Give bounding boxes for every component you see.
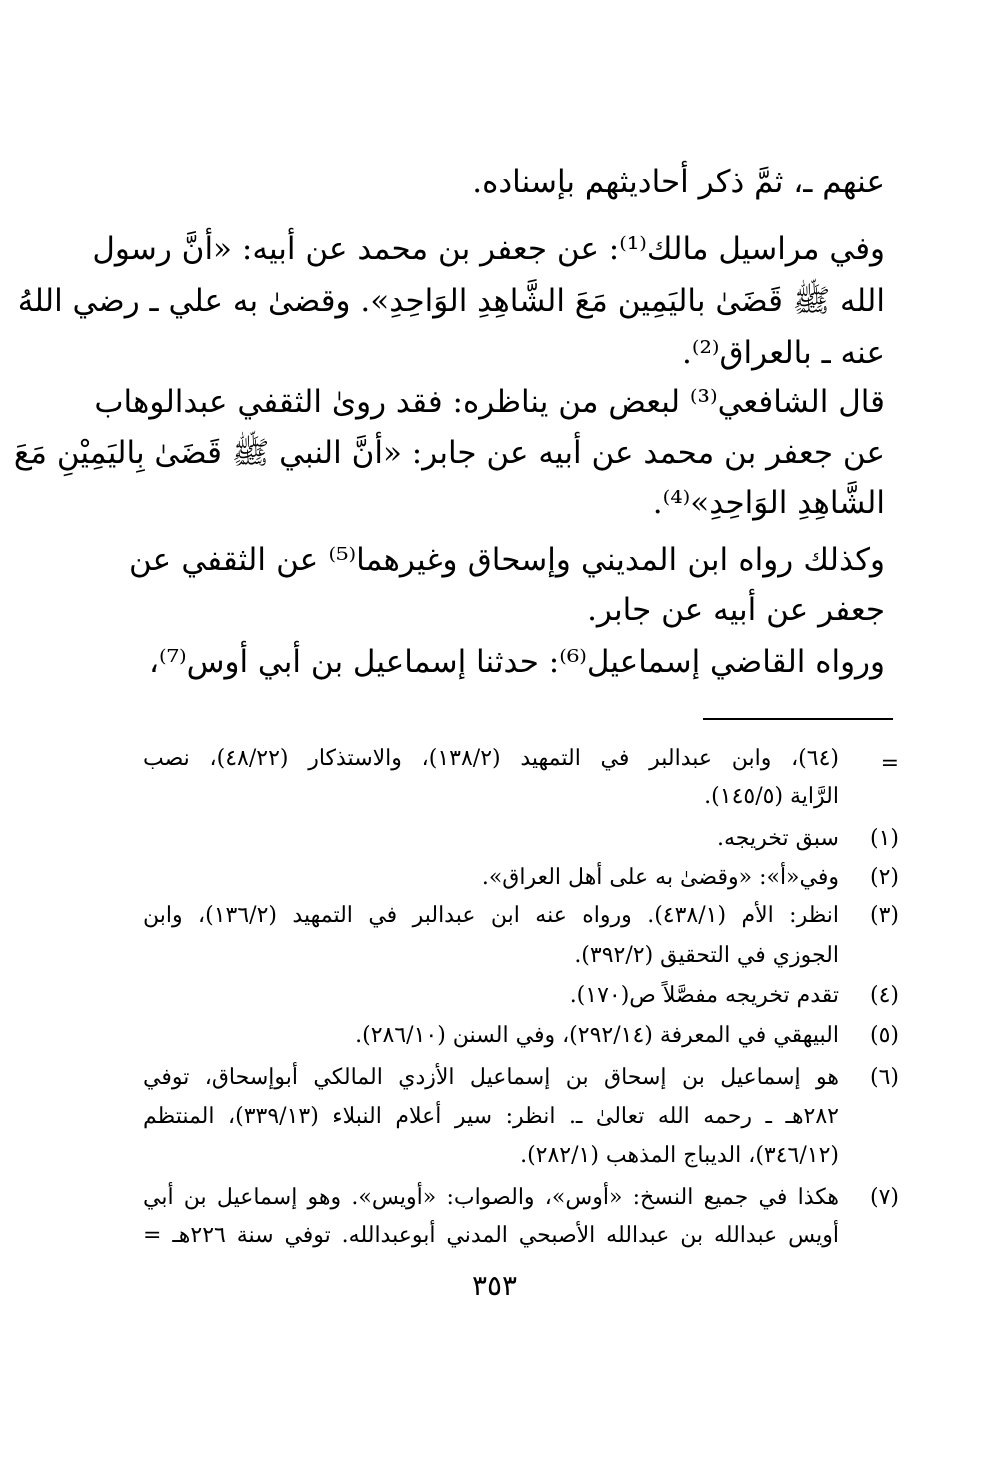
footnote-number-6: (٦) [869,1065,899,1090]
main-text-line-2: وفي مراسيل مالك⁽¹⁾: عن جعفر بن محمد عن أبيه: «أنَّ رسول [92,231,885,267]
footnote-number-5: (٥) [869,1023,899,1048]
footnote-6-line-2: ٢٨٢هـ ـ رحمه الله تعالىٰ ـ. انظر: سير أعلام النبلاء (٣٣٩/١٣)، المنتظم [143,1104,839,1129]
footnote-number-4: (٤) [869,983,899,1008]
main-text-line-7: الشَّاهِدِ الوَاحِدِ»⁽⁴⁾. [652,485,885,521]
footnote-number-3: (٣) [869,903,899,928]
footnote-7-line-2: أويس عبدالله بن عبدالله الأصبحي المدني أبوعبدالله. توفي سنة ٢٢٦هـ = [143,1223,839,1248]
footnote-3-line-2: الجوزي في التحقيق (٣٩٢/٢). [574,943,839,968]
footnote-1-line-1: سبق تخريجه. [717,826,839,851]
page-number: ٣٥٣ [471,1269,518,1302]
footnote-number-2: (٢) [869,865,899,890]
main-text-line-6: عن جعفر بن محمد عن أبيه عن جابر: «أنَّ النبي ﷺ قَضَىٰ بِاليَمِيْنِ مَعَ [13,435,885,471]
main-text-line-5: قال الشافعي⁽³⁾ لبعض من يناظره: فقد روىٰ الثقفي عبدالوهاب [94,384,885,420]
main-text-line-10: ورواه القاضي إسماعيل⁽⁶⁾: حدثنا إسماعيل بن أبي أوس⁽⁷⁾، [148,644,885,680]
footnote-number-7: (٧) [869,1185,899,1210]
footnote-5-line-1: البيهقي في المعرفة (٢٩٢/١٤)، وفي السنن (٢٨٦/١٠). [355,1023,839,1048]
footnote-6-line-3: (٣٤٦/١٢)، الديباج المذهب (٢٨٢/١). [520,1143,839,1168]
main-text-line-9: جعفر عن أبيه عن جابر. [587,592,885,628]
footnote-2-line-1: وفي«أ»: «وقضىٰ به على أهل العراق». [481,865,839,890]
footnote-continuation-line-1: (٦٤)، وابن عبدالبر في التمهيد (١٣٨/٢)، والاستذكار (٤٨/٢٢)، نصب [143,746,839,771]
footnote-number-1: (١) [869,826,899,851]
footnote-6-line-1: هو إسماعيل بن إسحاق بن إسماعيل الأزدي المالكي أبوإسحاق، توفي [143,1065,839,1090]
main-text-line-4: عنه ـ بالعراق⁽²⁾. [681,335,885,371]
main-text-line-3: الله ﷺ قَضَىٰ باليَمِين مَعَ الشَّاهِدِ الوَاحِدِ». وقضىٰ به علي ـ رضي اللهُ [17,283,885,319]
footnote-7-line-1: هكذا في جميع النسخ: «أوس»، والصواب: «أويس». وهو إسماعيل بن أبي [143,1185,839,1210]
footnote-3-line-1: انظر: الأم (٤٣٨/١). ورواه عنه ابن عبدالبر في التمهيد (١٣٦/٢)، وابن [143,903,839,928]
main-text-line-8: وكذلك رواه ابن المديني وإسحاق وغيرهما⁽⁵⁾ عن الثقفي عن [129,542,885,578]
footnote-4-line-1: تقدم تخريجه مفصَّلاً ص(١٧٠). [569,983,839,1008]
continuation-marker: = [880,751,899,776]
footnote-continuation-line-2: الرَّاية (١٤٥/٥). [704,784,839,809]
main-text-line-1: عنهم ـ، ثمَّ ذكر أحاديثهم بإسناده. [472,164,885,200]
footnote-separator [703,718,893,720]
